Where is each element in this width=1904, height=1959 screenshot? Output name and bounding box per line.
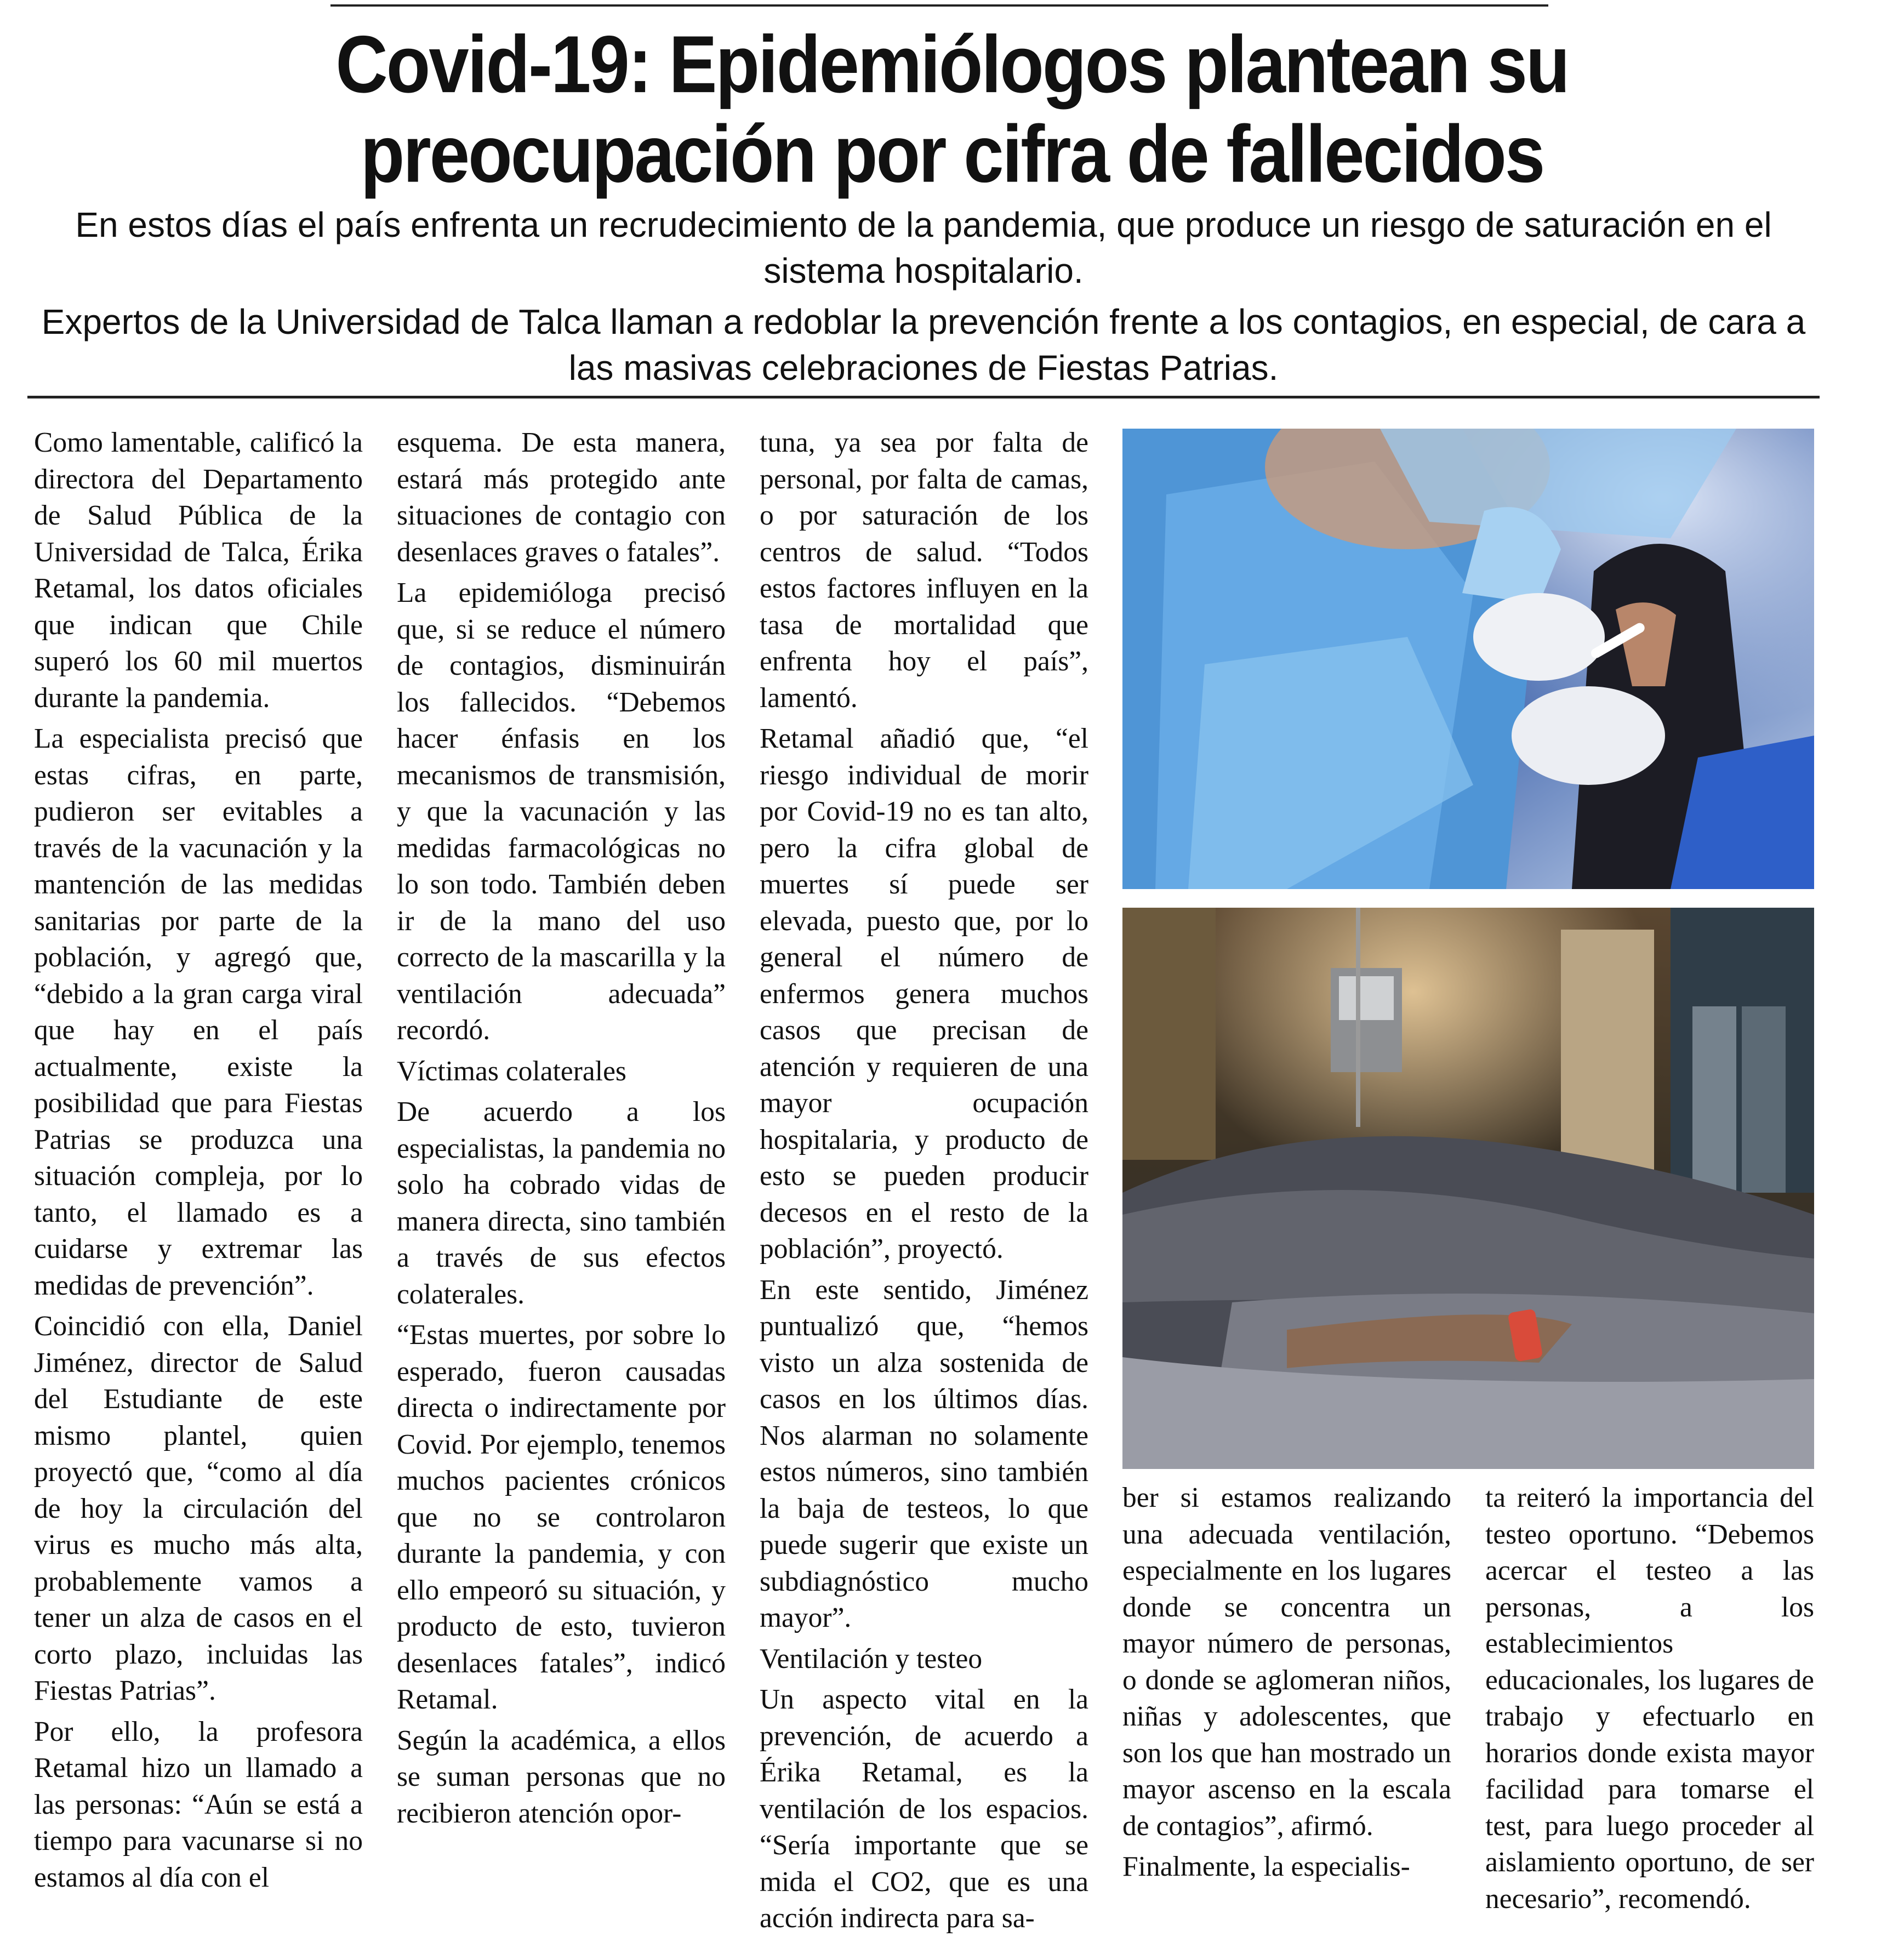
paragraph: Finalmente, la especialis-: [1122, 1851, 1410, 1882]
column-4: [1122, 1480, 1451, 1890]
paragraph: De acuerdo a los especialistas, la pandemia no solo ha cobrado vidas de manera directa, sino también a través de sus efectos colaterales.: [397, 1096, 726, 1310]
hospital-bed-photo: [1122, 908, 1814, 1469]
paragraph: ber si estamos realizando una adecuada ventilación, especialmente en los lugares donde se concentra un mayor número de personas, o donde se aglomeran niños, niñas y adolescentes, que son los que han mostrado un mayor ascenso en la escala de contagios”, afirmó.: [1122, 1482, 1451, 1842]
paragraph: Según la académica, a ellos se suman personas que no recibieron atención opor-: [397, 1724, 726, 1829]
paragraph: Por ello, la profesora Retamal hizo un llamado a las personas: “Aún se está a tiempo para vacunarse si no estamos al día con el: [34, 1716, 363, 1893]
vaccination-photo: [1122, 429, 1814, 889]
paragraph: tuna, ya sea por falta de personal, por falta de camas, o por saturación de los centros de salud. “Todos estos factores influyen en la tasa de mortalidad que enfrenta hoy el país”, lamentó.: [760, 427, 1088, 714]
paragraph: La epidemióloga precisó que, si se reduce el número de contagios, disminuirán los fallecidos. “Debemos hacer énfasis en los mecanismos de transmisión, y que la vacunación y las medidas farmacológicas no lo son todo. También deben ir de la mano del uso correcto de la mascarilla y la ventilación adecuada” recordó.: [397, 577, 726, 1046]
headline: [0, 20, 1904, 199]
deck-2: Expertos de la Universidad de Talca llaman a redoblar la prevención frente a los contagios, en especial, de cara a las masivas celebraciones de Fiestas Patrias.: [41, 302, 1806, 388]
paragraph: ta reiteró la importancia del testeo oportuno. “Debemos acercar el testeo a las personas, a los establecimientos educacionales, los lugares de trabajo y efectuarlo en horarios donde exista mayor facilidad para tomarse el test, para luego proceder al aislamiento oportuno, de ser necesario”, recomendó.: [1485, 1482, 1814, 1915]
paragraph: Coincidió con ella, Daniel Jiménez, director de Salud del Estudiante de este mismo plantel, quien proyectó que, “como al día de hoy la circulación del virus es mucho más alta, probablemente vamos a tener un alza de casos en el corto plazo, incluidas las Fiestas Patrias”.: [34, 1311, 363, 1706]
subheading-victimas-colaterales: Víctimas colaterales: [397, 1055, 626, 1087]
paragraph: “Estas muertes, por sobre lo esperado, fueron causadas directa o indirectamente por Covid. Por ejemplo, tenemos muchos pacientes crónicos que no se controlaron durante la pandemia, y con ello empeoró su situación, y producto de esto, tuvieron desenlaces fatales”, indicó Retamal.: [397, 1319, 726, 1715]
headline-line-2: preocupación por cifra de fallecidos: [360, 109, 1544, 200]
column-3: [760, 425, 1088, 1941]
column-5: [1485, 1480, 1814, 1922]
subheading-ventilacion-testeo: Ventilación y testeo: [760, 1643, 983, 1675]
top-rule: [330, 4, 1548, 7]
paragraph: esquema. De esta manera, estará más protegido ante situaciones de contagio con desenlaces graves o fatales”.: [397, 427, 726, 568]
paragraph: En este sentido, Jiménez puntualizó que, “hemos visto un alza sostenida de casos en los últimos días. Nos alarman no solamente estos números, sino también la baja de testeos, lo que puede sugerir que existe un subdiagnóstico mucho mayor”.: [760, 1274, 1088, 1633]
deck-1: En estos días el país enfrenta un recrudecimiento de la pandemia, que produce un riesgo de saturación en el sistema hospitalario.: [75, 205, 1772, 291]
paragraph: Como lamentable, calificó la directora del Departamento de Salud Pública de la Universidad de Talca, Érika Retamal, los datos oficiales que indican que Chile superó los 60 mil muertos durante la pandemia.: [34, 427, 363, 714]
paragraph: La especialista precisó que estas cifras, en parte, pudieron ser evitables a través de la vacunación y la mantención de las medidas sanitarias por parte de la población, y agregó que, “debido a la gran carga viral que hay en el país actualmente, existe la posibilidad que para Fiestas Patrias se produzca una situación compleja, por lo tanto, el llamado es a cuidarse y extremar las medidas de prevención”.: [34, 723, 363, 1301]
column-2: [397, 425, 726, 1836]
header-divider: [27, 396, 1820, 398]
paragraph: Un aspecto vital en la prevención, de acuerdo a Érika Retamal, es la ventilación de los espacios. “Sería importante que se mida el CO2, que es una acción indirecta para sa-: [760, 1684, 1088, 1934]
paragraph: Retamal añadió que, “el riesgo individual de morir por Covid-19 no es tan alto, pero la cifra global de muertes sí puede ser elevada, puesto que, por lo general el número de enfermos genera muchos casos que precisan de atención y requieren de una mayor ocupación hospitalaria, y producto de esto se pueden producir decesos en el resto de la población”, proyectó.: [760, 723, 1088, 1265]
column-1: [34, 425, 363, 1900]
headline-line-1: Covid-19: Epidemiólogos plantean su: [335, 19, 1569, 110]
